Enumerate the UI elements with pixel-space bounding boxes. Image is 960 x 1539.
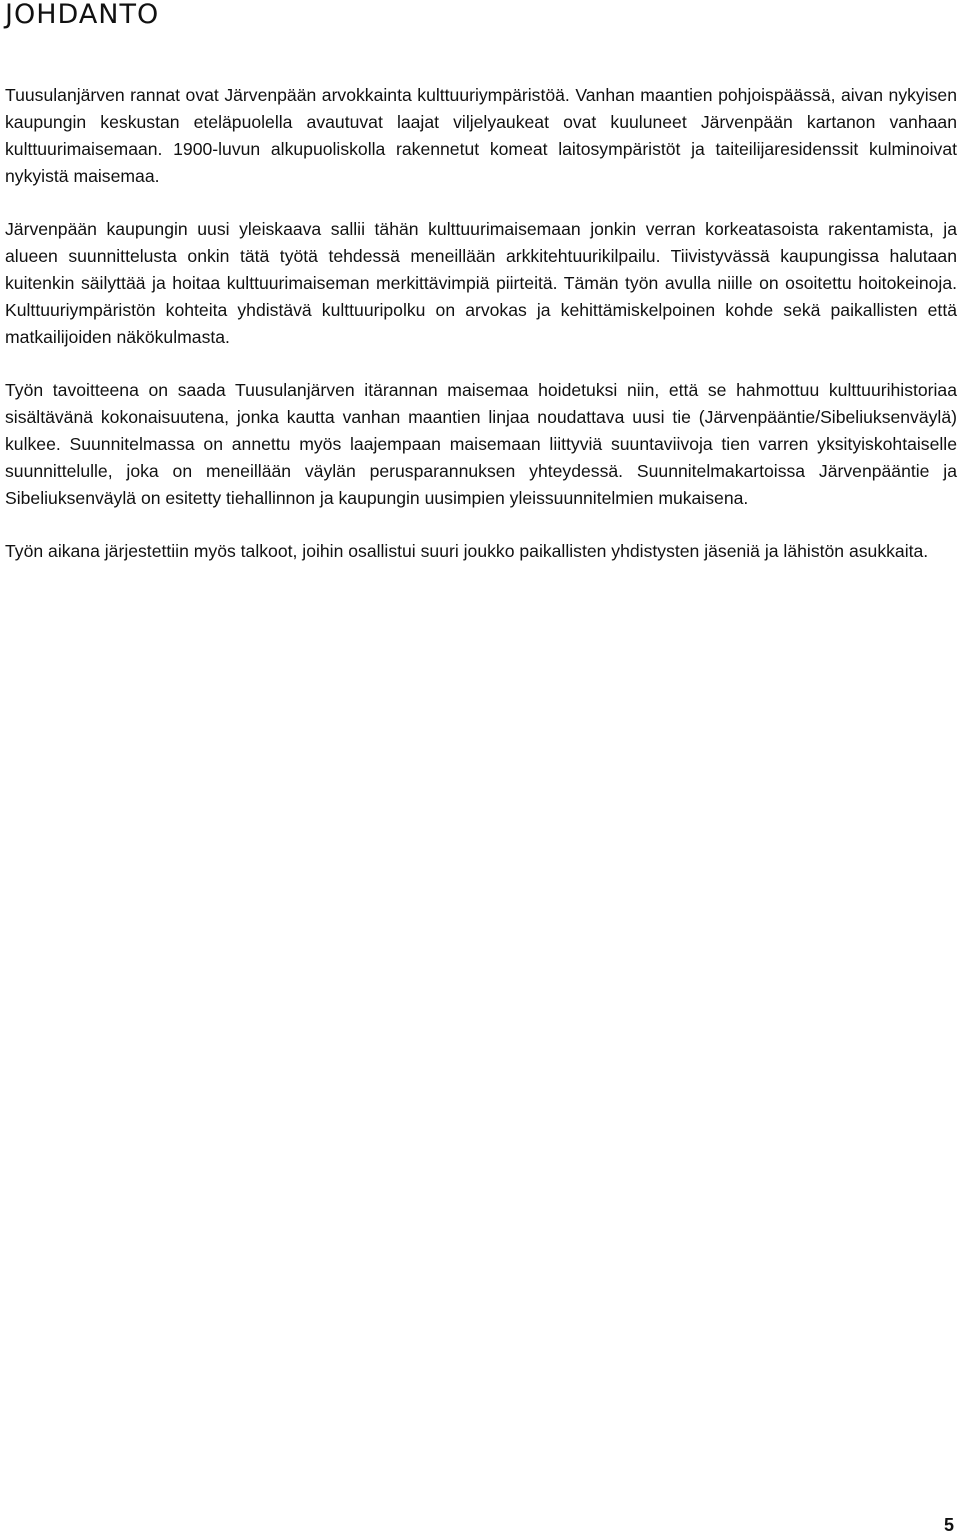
page-title: JOHDANTO [5,0,160,30]
paragraph-1: Tuusulanjärven rannat ovat Järvenpään arvokkainta kulttuuriympäristöä. Vanhan maantien pohjoispäässä, aivan nykyisen kaupungin keskustan eteläpuolella avautuvat laajat viljelyaukeat ovat kuuluneet Järvenpään kartanon vanhaan kulttuurimaisemaan. 1900-luvun alkupuoliskolla rakennetut komeat laitosympäristöt ja taiteilijaresidenssit kulminoivat nykyistä maisemaa. [5,85,957,186]
paragraph-2: Järvenpään kaupungin uusi yleiskaava sallii tähän kulttuurimaisemaan jonkin verran korkeatasoista rakentamista, ja alueen suunnittelusta onkin tätä työtä tehdessä meneillään arkkitehtuurikilpailu. Tiivistyvässä kaupungissa halutaan kuitenkin säilyttää ja hoitaa kulttuurimaiseman merkittävimpiä piirteitä. Tämän työn avulla niille on osoitettu hoitokeinoja. Kulttuuriympäristön kohteita yhdistävä kulttuuripolku on arvokas ja kehittämiskelpoinen kohde sekä paikallisten että matkailijoiden näkökulmasta. [5,219,957,347]
paragraph-4: Työn aikana järjestettiin myös talkoot, joihin osallistui suuri joukko paikallisten yhdistysten jäseniä ja lähistön asukkaita. [5,541,929,561]
page-number: 5 [943,1515,954,1535]
paragraph-3: Työn tavoitteena on saada Tuusulanjärven itärannan maisemaa hoidetuksi niin, että se hahmottuu kulttuurihistoriaa sisältävänä kokonaisuutena, jonka kautta vanhan maantien linjaa noudattava uusi tie (Järvenpääntie/Sibeliuksenväylä) kulkee. Suunnitelmassa on annettu myös laajempaan maisemaan liittyviä suuntaviivoja tien varren yksityiskohtaiselle suunnittelulle, joka on meneillään väylän perusparannuksen yhteydessä. Suunnitelmakartoissa Järvenpääntie ja Sibeliuksenväylä on esitetty tiehallinnon ja kaupungin uusimpien yleissuunnitelmien mukaisena. [5,380,957,508]
body-text [5,82,957,565]
